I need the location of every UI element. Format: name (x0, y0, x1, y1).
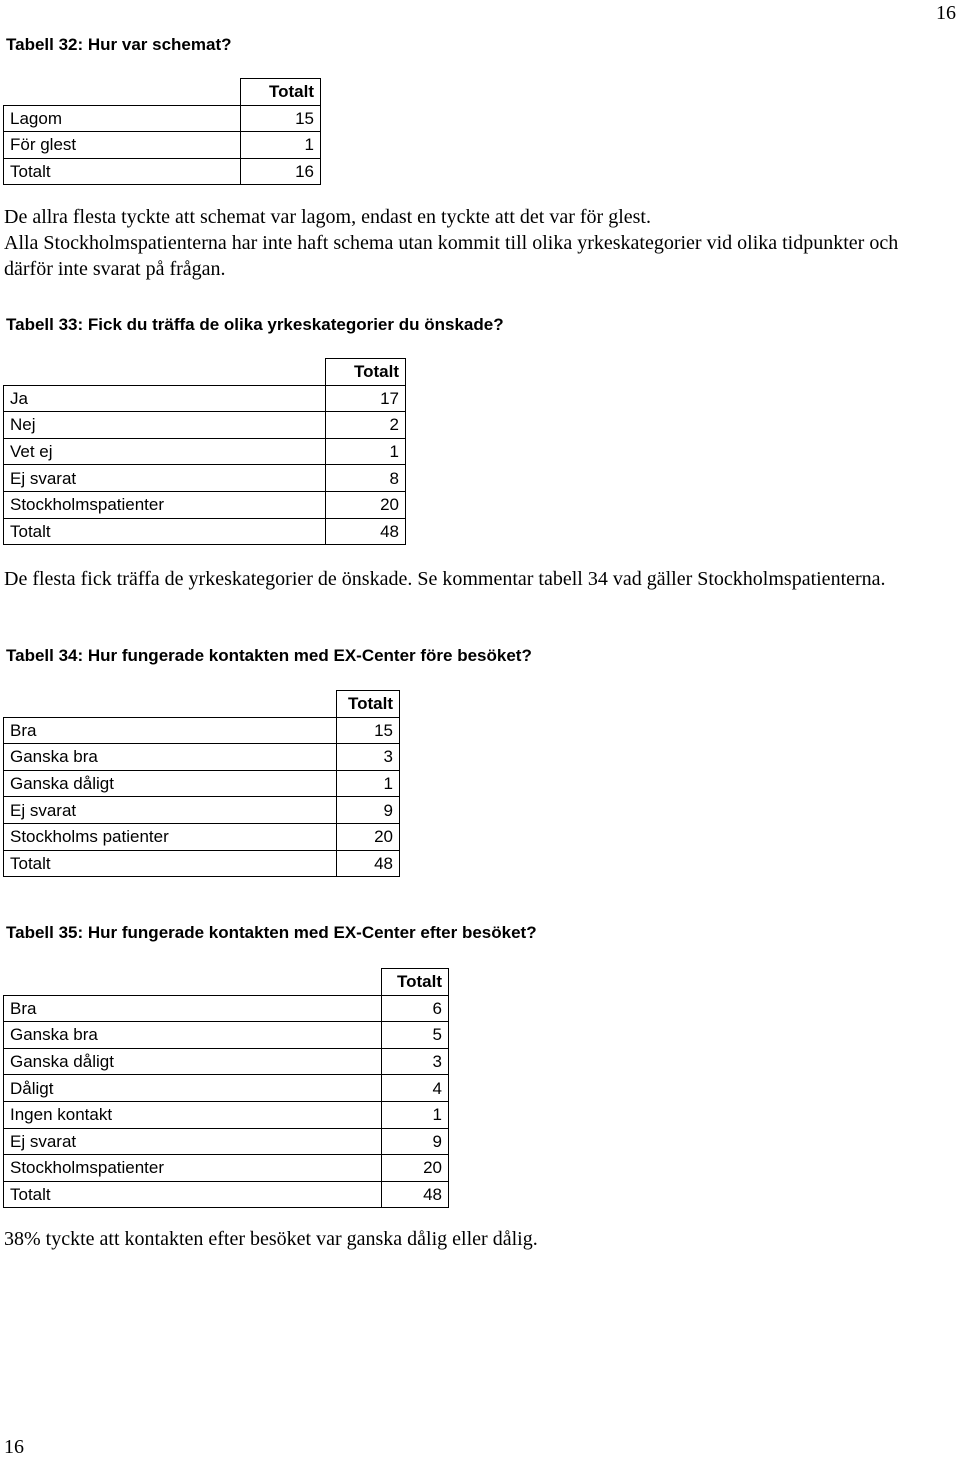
table-row (4, 1155, 449, 1182)
row-value: 17 (326, 385, 406, 412)
header-blank-cell (4, 79, 241, 106)
table-row (4, 995, 449, 1022)
row-label: Ganska bra (4, 744, 337, 771)
row-value: 1 (337, 770, 400, 797)
header-blank-cell (4, 969, 382, 996)
row-value: 4 (382, 1075, 449, 1102)
table-header-row (4, 691, 400, 718)
row-label: Ej svarat (4, 1128, 382, 1155)
table-35 (3, 968, 449, 1208)
row-value: 6 (382, 995, 449, 1022)
row-value: 5 (382, 1022, 449, 1049)
table-row (4, 717, 400, 744)
table-35-caption: Tabell 35: Hur fungerade kontakten med EX-Center efter besöket? (6, 923, 537, 942)
row-label: Totalt (4, 1181, 382, 1208)
row-value: 15 (241, 105, 321, 132)
paragraph-after-table-33 (4, 566, 944, 592)
table-header-row (4, 359, 406, 386)
table-row (4, 1075, 449, 1102)
row-value: 1 (241, 132, 321, 159)
table-row (4, 744, 400, 771)
table-row (4, 518, 406, 545)
table-row (4, 465, 406, 492)
page-number-top: 16 (936, 2, 956, 24)
row-label: Nej (4, 412, 326, 439)
row-label: Stockholms patienter (4, 823, 337, 850)
row-label: Bra (4, 995, 382, 1022)
row-label: Dåligt (4, 1075, 382, 1102)
row-label: Vet ej (4, 438, 326, 465)
table-row (4, 1022, 449, 1049)
column-header-totalt: Totalt (326, 359, 406, 386)
row-label: Totalt (4, 158, 241, 185)
table-row (4, 491, 406, 518)
row-label: Stockholmspatienter (4, 1155, 382, 1182)
table-34-caption: Tabell 34: Hur fungerade kontakten med EX-Center före besöket? (6, 646, 532, 665)
table-row (4, 1128, 449, 1155)
table-row (4, 105, 321, 132)
row-value: 16 (241, 158, 321, 185)
row-value: 2 (326, 412, 406, 439)
table-34-body (4, 691, 400, 877)
table-33-body (4, 359, 406, 545)
column-header-totalt: Totalt (382, 969, 449, 996)
row-label: Ej svarat (4, 465, 326, 492)
column-header-totalt: Totalt (337, 691, 400, 718)
row-value: 9 (337, 797, 400, 824)
row-value: 8 (326, 465, 406, 492)
row-value: 15 (337, 717, 400, 744)
row-value: 3 (382, 1048, 449, 1075)
row-value: 20 (382, 1155, 449, 1182)
table-row (4, 770, 400, 797)
header-blank-cell (4, 691, 337, 718)
row-label: Ej svarat (4, 797, 337, 824)
row-label: Ja (4, 385, 326, 412)
row-label: Totalt (4, 518, 326, 545)
row-value: 48 (382, 1181, 449, 1208)
table-row (4, 1181, 449, 1208)
row-label: Ganska dåligt (4, 770, 337, 797)
table-row (4, 158, 321, 185)
row-value: 9 (382, 1128, 449, 1155)
row-value: 3 (337, 744, 400, 771)
table-32-caption: Tabell 32: Hur var schemat? (6, 35, 232, 54)
paragraph-line: Alla Stockholmspatienterna har inte haft schema utan kommit till olika yrkeskategorier vid olika tidpunkter och därför inte svarat på frågan. (4, 232, 899, 280)
row-value: 20 (326, 491, 406, 518)
table-32 (3, 78, 321, 185)
table-35-body (4, 969, 449, 1208)
table-row (4, 850, 400, 877)
table-row (4, 1048, 449, 1075)
page-number-bottom: 16 (4, 1436, 24, 1458)
table-34 (3, 690, 400, 877)
paragraph-after-table-32 (4, 204, 944, 282)
row-label: Ganska dåligt (4, 1048, 382, 1075)
row-label: Totalt (4, 850, 337, 877)
table-row (4, 385, 406, 412)
row-label: Bra (4, 717, 337, 744)
table-32-body (4, 79, 321, 185)
table-33-caption: Tabell 33: Fick du träffa de olika yrkeskategorier du önskade? (6, 315, 504, 334)
column-header-totalt: Totalt (241, 79, 321, 106)
paragraph-line: De allra flesta tyckte att schemat var lagom, endast en tyckte att det var för glest. (4, 206, 651, 228)
table-row (4, 438, 406, 465)
row-label: För glest (4, 132, 241, 159)
table-header-row (4, 969, 449, 996)
row-value: 1 (326, 438, 406, 465)
table-row (4, 1101, 449, 1128)
table-row (4, 412, 406, 439)
header-blank-cell (4, 359, 326, 386)
paragraph-after-table-35 (4, 1226, 944, 1252)
paragraph-line: 38% tyckte att kontakten efter besöket var ganska dålig eller dålig. (4, 1228, 538, 1250)
table-33 (3, 358, 406, 545)
row-value: 20 (337, 823, 400, 850)
row-label: Lagom (4, 105, 241, 132)
row-value: 48 (326, 518, 406, 545)
table-row (4, 797, 400, 824)
paragraph-line: De flesta fick träffa de yrkeskategorier de önskade. Se kommentar tabell 34 vad gäller Stockholmspatienterna. (4, 568, 886, 590)
row-label: Ingen kontakt (4, 1101, 382, 1128)
row-value: 1 (382, 1101, 449, 1128)
table-header-row (4, 79, 321, 106)
row-label: Ganska bra (4, 1022, 382, 1049)
row-label: Stockholmspatienter (4, 491, 326, 518)
row-value: 48 (337, 850, 400, 877)
table-row (4, 823, 400, 850)
table-row (4, 132, 321, 159)
